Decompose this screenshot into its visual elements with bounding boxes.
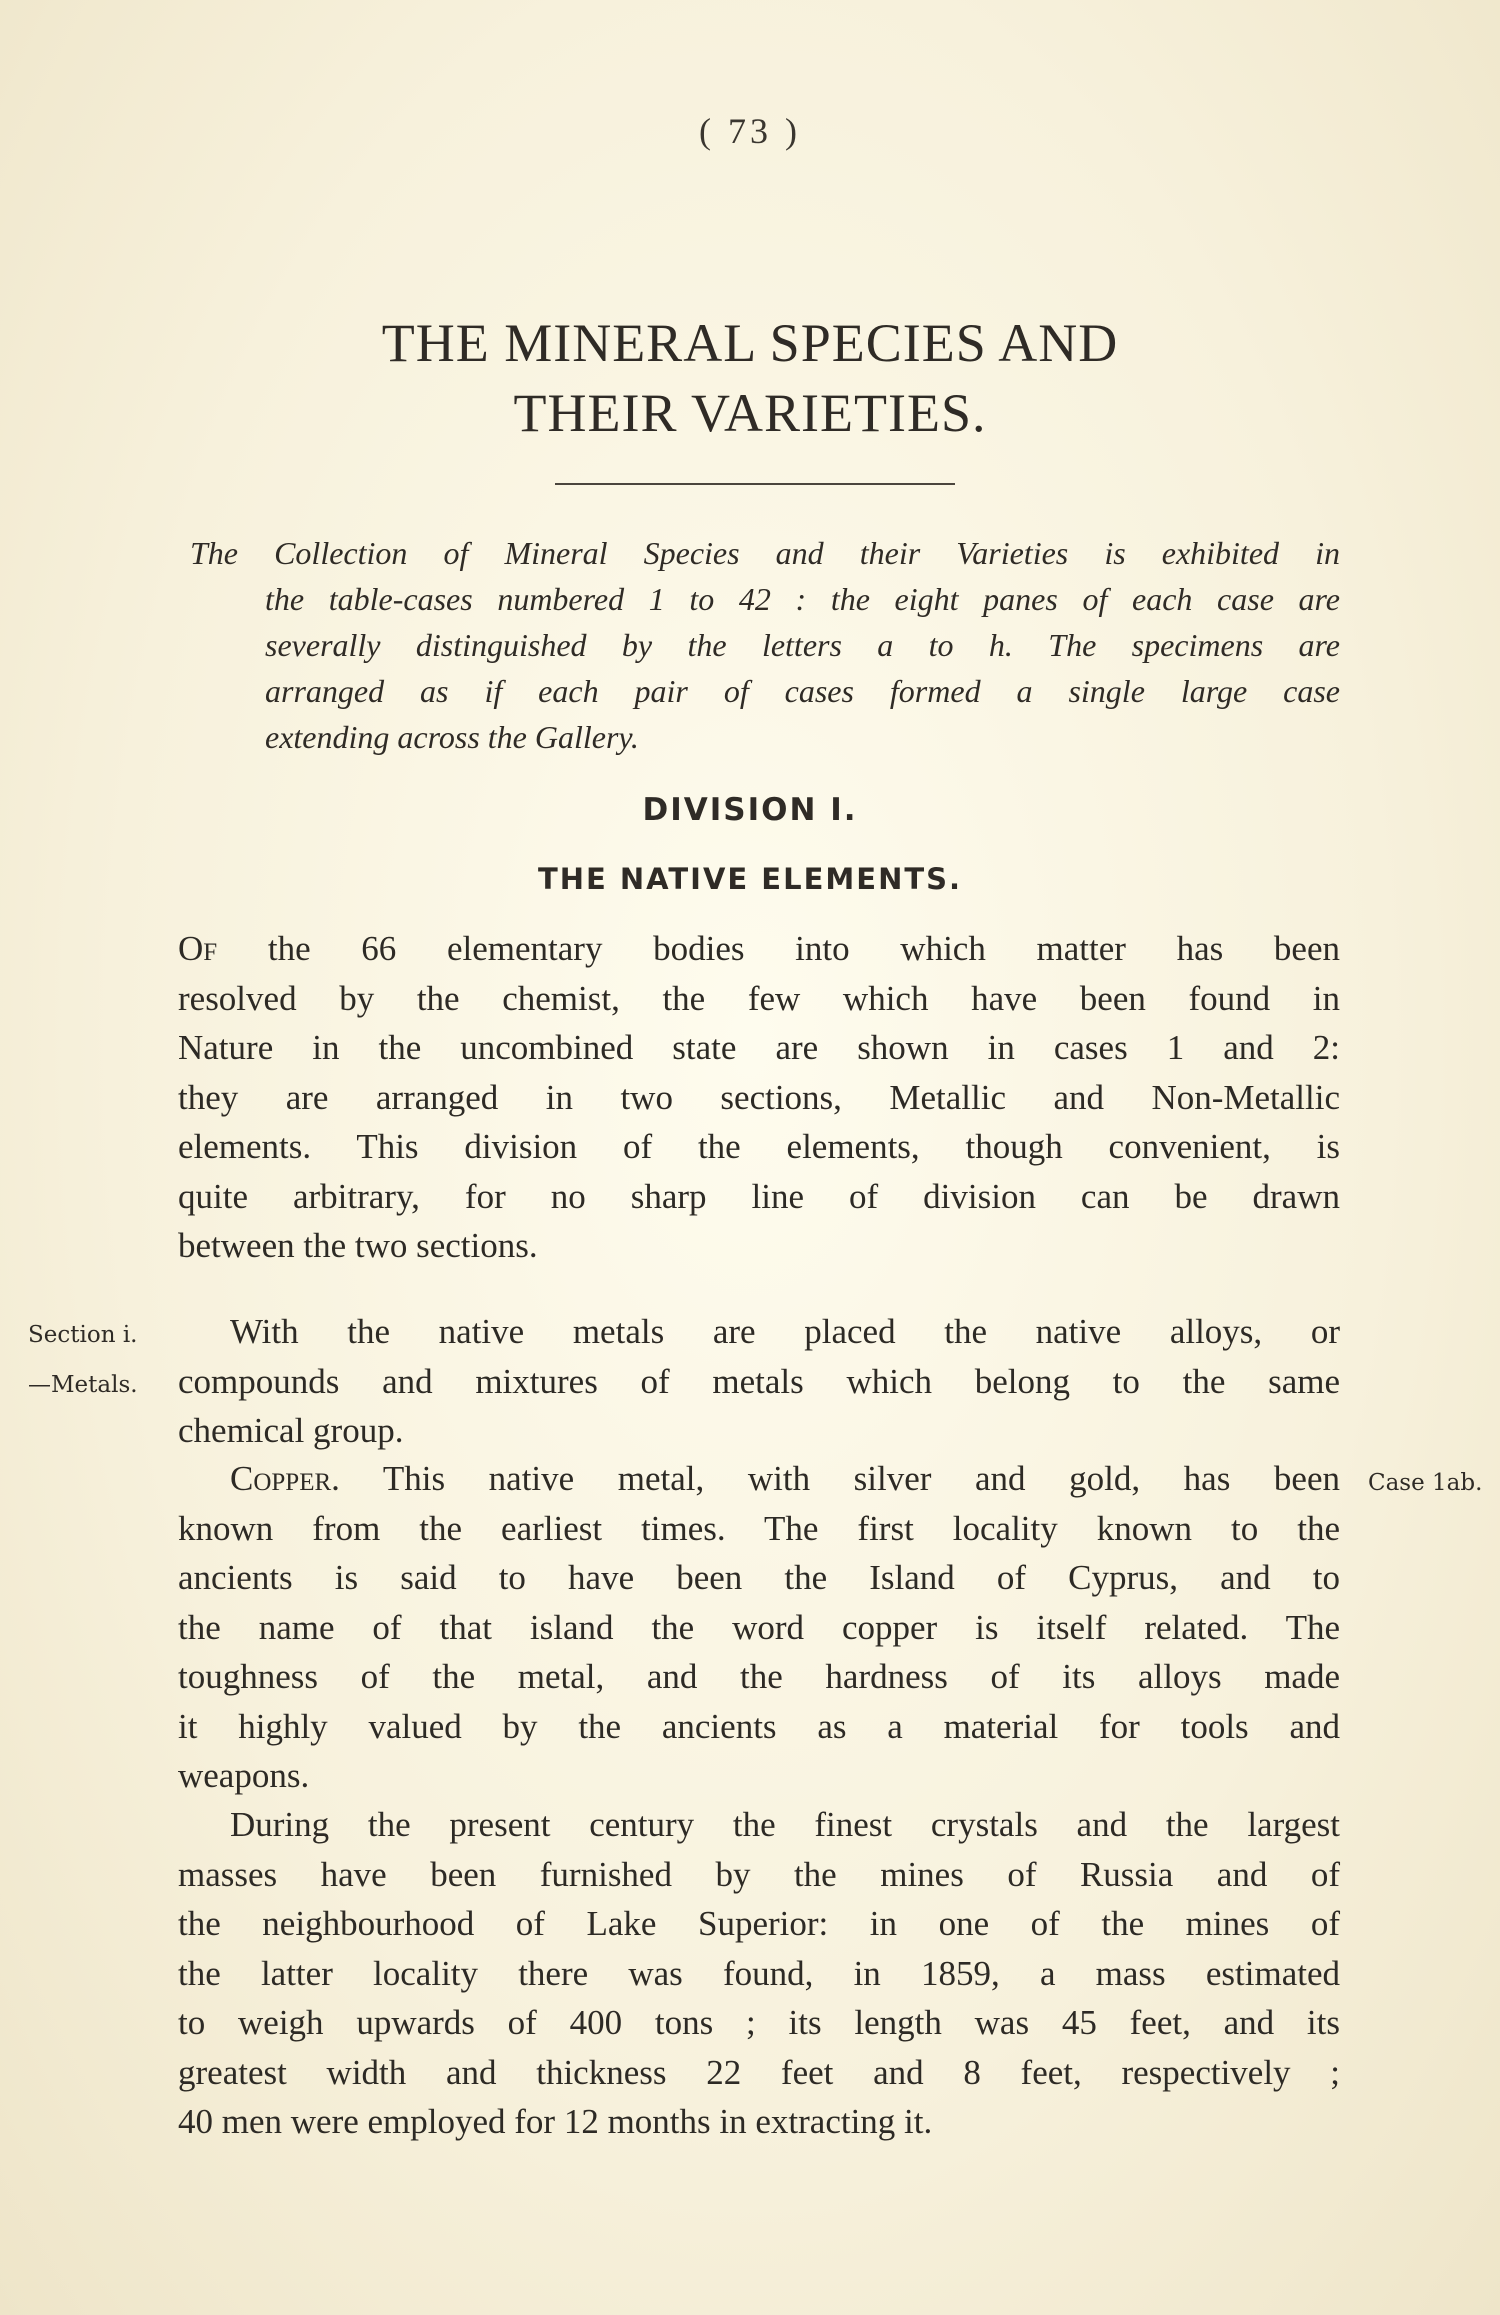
text-line: 40 men were employed for 12 months in extracting it. [178,2102,933,2141]
text-line: they are arranged in two sections, Metallic and Non-Metallic [178,1077,1340,1117]
text-line: elements. This division of the elements, though convenient, is [178,1127,1340,1166]
text-line [178,924,1340,974]
text-line: known from the earliest times. The first locality known to the [178,1508,1340,1548]
text-line: it highly valued by the ancients as a material for tools and [178,1706,1340,1746]
margin-note-section: Section i. [28,1322,138,1348]
paragraph-copper [178,1454,1340,1801]
line-text: This native metal, with silver and gold, has been [339,1459,1340,1498]
text-line: greatest width and thickness 22 feet and 8 feet, respectively ; [178,2052,1340,2092]
text-line: quite arbitrary, for no sharp line of division can be drawn [178,1176,1340,1216]
text-line: resolved by the chemist, the few which have been found in [178,978,1340,1018]
text-line: toughness of the metal, and the hardness of its alloys made [178,1657,1340,1696]
paragraph-native-elements [178,924,1340,1271]
intro-line: severally distinguished by the letters a to h. The specimens are [265,627,1340,663]
text-line: With the native metals are placed the native alloys, or [230,1312,1340,1351]
text-line: to weigh upwards of 400 tons ; its length was 45 feet, and its [178,2003,1340,2042]
page-title [0,308,1500,448]
copper-lead: Copper. [230,1459,340,1498]
text-line: the neighbourhood of Lake Superior: in one of the mines of [178,1904,1340,1943]
intro-line: the table-cases numbered 1 to 42 : the eight panes of each case are [265,581,1340,617]
intro-paragraph [190,530,1340,760]
title-divider-rule [555,483,955,485]
drop-word: Of [178,929,218,968]
text-line: the name of that island the word copper is itself related. The [178,1607,1340,1647]
paragraph-present-century [178,1800,1340,2147]
text-line [178,1454,1340,1504]
text-line: masses have been furnished by the mines of Russia and of [178,1854,1340,1894]
text-line: Nature in the uncombined state are shown in cases 1 and 2: [178,1028,1340,1067]
text-line: weapons. [178,1756,310,1795]
division-subheading: THE NATIVE ELEMENTS. [537,862,963,896]
line-text: the 66 elementary bodies into which matter has been [217,929,1340,968]
title-line-2: THEIR VARIETIES. [513,383,987,443]
paragraph-native-metals [178,1307,1340,1456]
title-line-1: THE MINERAL SPECIES AND [381,313,1119,373]
intro-line: extending across the Gallery. [265,719,639,755]
intro-line: The Collection of Mineral Species and their Varieties is exhibited in [190,535,1340,571]
text-line: chemical group. [178,1411,404,1450]
margin-note-case: Case 1ab. [1368,1470,1483,1496]
text-line: between the two sections. [178,1226,538,1265]
text-line: During the present century the finest crystals and the largest [230,1805,1340,1844]
text-line: the latter locality there was found, in 1859, a mass estimated [178,1953,1340,1993]
intro-line: arranged as if each pair of cases formed a single large case [265,673,1340,709]
text-line: compounds and mixtures of metals which belong to the same [178,1361,1340,1401]
division-heading: DIVISION I. [642,792,858,828]
margin-note-metals: —Metals. [28,1372,138,1398]
text-line: ancients is said to have been the Island of Cyprus, and to [178,1558,1340,1597]
page-number: ( 73 ) [699,111,801,151]
